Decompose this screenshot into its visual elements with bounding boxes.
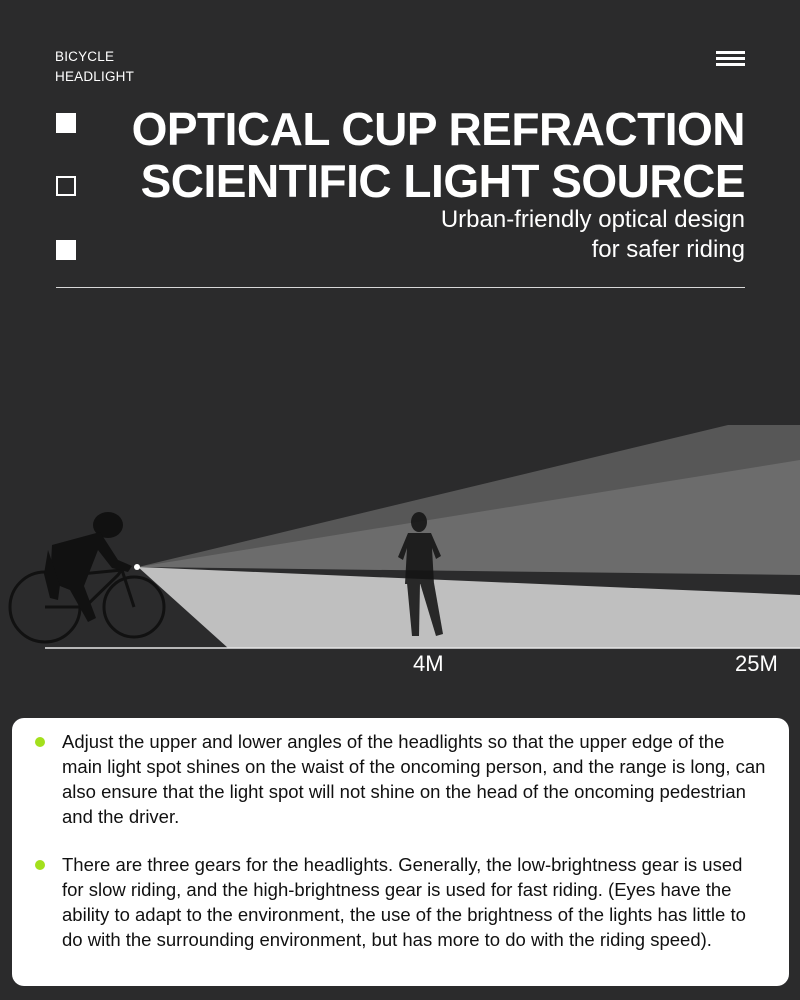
slide-indicator-2[interactable]: [56, 176, 76, 196]
brand-line-2: HEADLIGHT: [55, 69, 135, 84]
info-bullet-1-text: Adjust the upper and lower angles of the headlights so that the upper edge of the main light spot shines on the waist of the oncoming person, and the range is long, can also ensure that the light spot will not shine on the head of the oncoming pedestrian and the driver.: [62, 731, 766, 827]
distance-label-far: 25M: [735, 651, 778, 676]
bullet-dot-icon: [35, 737, 45, 747]
info-bullet-2-text: There are three gears for the headlights. Generally, the low-brightness gear is used for slow riding, and the high-brightness gear is used for fast riding. (Eyes have the ability to adapt to the environment, the use of the brightness of the lights has little to do with the surrounding environment, but has more to do with the riding speed).: [62, 854, 746, 950]
header-divider: [56, 287, 745, 288]
slide-indicator-3[interactable]: [56, 240, 76, 260]
hamburger-menu-icon[interactable]: [716, 51, 745, 67]
info-bullet-1: [62, 729, 767, 829]
page-subtitle: [441, 205, 745, 265]
distance-label-near: 4M: [413, 651, 444, 676]
beam-illustration: [0, 400, 800, 660]
title-line-2: SCIENTIFIC LIGHT SOURCE: [140, 155, 745, 207]
bullet-dot-icon: [35, 860, 45, 870]
light-beam-main: [138, 567, 800, 648]
subtitle-line-2: for safer riding: [591, 236, 745, 263]
page-title: [132, 103, 745, 207]
subtitle-line-1: Urban-friendly optical design: [440, 206, 745, 233]
slide-indicator-1[interactable]: [56, 113, 76, 133]
title-line-1: OPTICAL CUP REFRACTION: [131, 103, 745, 155]
info-card: [12, 718, 789, 986]
headlight-point: [134, 564, 140, 570]
info-bullet-2: [62, 852, 767, 952]
brand-label: [55, 47, 134, 87]
light-beam-middle: [138, 460, 800, 575]
brand-line-1: BICYCLE: [55, 49, 115, 64]
